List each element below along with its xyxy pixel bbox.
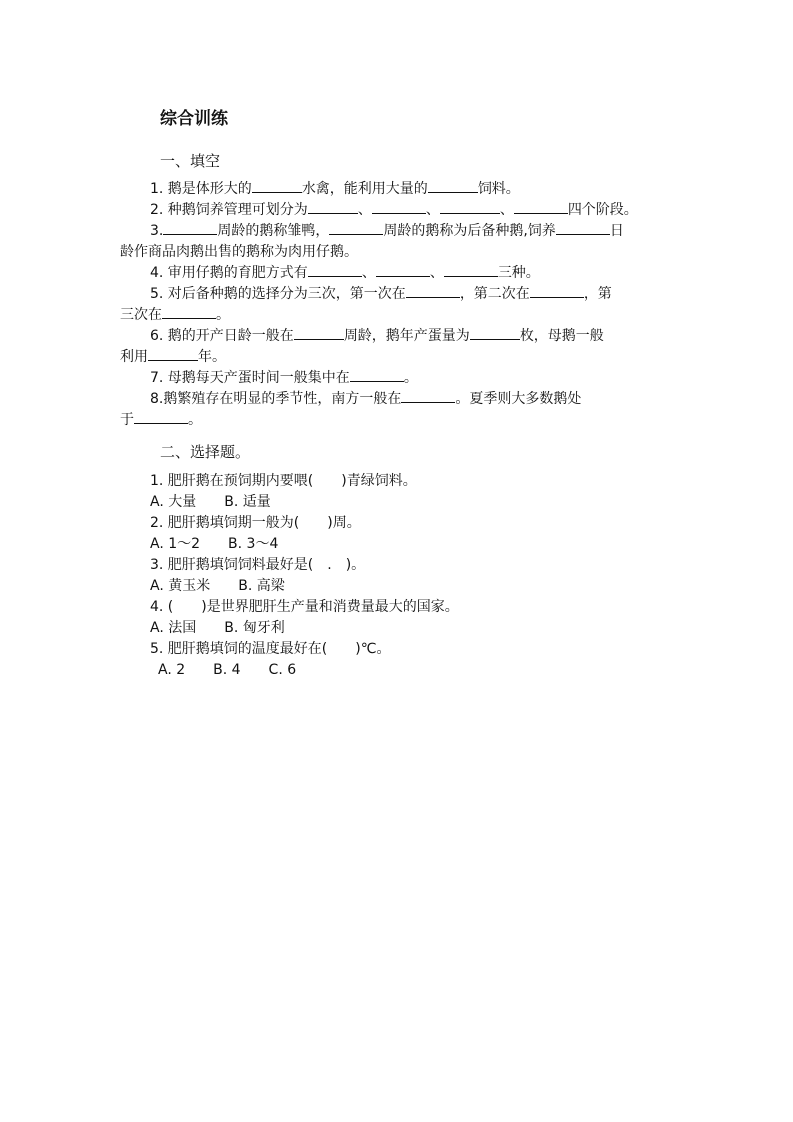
- answer-blank[interactable]: [401, 389, 455, 403]
- answer-blank[interactable]: [163, 221, 217, 235]
- fill-question-8: [150, 389, 581, 409]
- answer-blank[interactable]: [440, 200, 500, 214]
- q1-text-c: 饲料。: [477, 181, 520, 197]
- q5-text-b: ，第二次在: [459, 286, 530, 302]
- fill-question-3-line2: 龄作商品肉鹅出售的鹅称为肉用仔鹅。: [120, 244, 358, 260]
- q7-text-b: 。: [403, 370, 418, 386]
- answer-blank[interactable]: [376, 263, 430, 277]
- q5-text-c: ，第: [583, 286, 612, 302]
- answer-blank[interactable]: [252, 179, 302, 193]
- fill-question-5: [150, 284, 612, 304]
- separator: 、: [361, 265, 376, 281]
- q8-text-a: 8.鹅繁殖存在明显的季节性，南方一般在: [150, 391, 402, 407]
- answer-blank[interactable]: [134, 410, 188, 424]
- answer-blank[interactable]: [530, 284, 584, 298]
- fill-question-8-line2: [120, 410, 202, 430]
- q2-text-a: 2. 种鹅饲养管理可划分为: [150, 202, 308, 218]
- separator: 、: [429, 265, 444, 281]
- answer-blank[interactable]: [428, 179, 478, 193]
- q8-text-b: 。夏季则大多数鹅处: [455, 391, 582, 407]
- q6-text-a: 6. 鹅的开产日龄一般在: [150, 328, 294, 344]
- q7-text-a: 7. 母鹅每天产蛋时间一般集中在: [150, 370, 350, 386]
- separator: 、: [357, 202, 372, 218]
- choice-question-3: 3. 肥肝鹅填饲饲料最好是( . )。: [150, 557, 366, 573]
- answer-blank[interactable]: [329, 221, 383, 235]
- q5-line2-text: 三次在: [120, 307, 162, 323]
- answer-blank[interactable]: [556, 221, 610, 235]
- choice-options-2: A. 1～2 B. 3～4: [150, 536, 279, 552]
- choice-options-5: A. 2 B. 4 C. 6: [158, 662, 297, 678]
- fill-question-5-line2: [120, 305, 230, 325]
- answer-blank[interactable]: [372, 200, 426, 214]
- answer-blank[interactable]: [350, 368, 404, 382]
- answer-blank[interactable]: [514, 200, 568, 214]
- q5-text-a: 5. 对后备种鹅的选择分为三次，第一次在: [150, 286, 406, 302]
- answer-blank[interactable]: [308, 200, 358, 214]
- q1-text-b: 水禽，能利用大量的: [301, 181, 428, 197]
- fill-question-1: [150, 179, 520, 199]
- answer-blank[interactable]: [162, 305, 216, 319]
- q6-text-b: 周龄，鹅年产蛋量为: [343, 328, 470, 344]
- fill-question-2: [150, 200, 638, 220]
- q2-text-end: 四个阶段。: [567, 202, 638, 218]
- q6-text-c: 枚，母鹅一般: [519, 328, 604, 344]
- section-heading-multiple-choice: 二、选择题。: [160, 443, 251, 461]
- fill-question-7: [150, 368, 418, 388]
- answer-blank[interactable]: [148, 347, 198, 361]
- answer-blank[interactable]: [470, 326, 520, 340]
- choice-options-3: A. 黄玉米 B. 高梁: [150, 578, 285, 594]
- choice-question-1: 1. 肥肝鹅在预饲期内要喂( )青绿饲料。: [150, 473, 417, 489]
- q4-text-a: 4. 审用仔鹅的育肥方式有: [150, 265, 308, 281]
- separator: 、: [425, 202, 440, 218]
- separator: 、: [499, 202, 514, 218]
- q3-text-a: 3.: [150, 223, 164, 239]
- answer-blank[interactable]: [406, 284, 460, 298]
- q6-line2-end: 年。: [198, 349, 226, 365]
- answer-blank[interactable]: [444, 263, 498, 277]
- choice-question-4: 4. ( )是世界肥肝生产量和消费量最大的国家。: [150, 599, 459, 615]
- q5-line2-end: 。: [216, 307, 230, 323]
- q3-text-d: 日: [609, 223, 624, 239]
- q8-line2-end: 。: [188, 412, 202, 428]
- choice-options-4: A. 法国 B. 匈牙利: [150, 620, 285, 636]
- choice-question-2: 2. 肥肝鹅填饲期一般为( )周。: [150, 515, 361, 531]
- answer-blank[interactable]: [294, 326, 344, 340]
- q1-text-a: 1. 鹅是体形大的: [150, 181, 252, 197]
- fill-question-3: [150, 221, 624, 241]
- fill-question-6-line2: [120, 347, 226, 367]
- page-title: 综合训练: [160, 109, 228, 129]
- choice-options-1: A. 大量 B. 适量: [150, 494, 271, 510]
- section-heading-fill-blank: 一、填空: [160, 152, 221, 170]
- q3-text-b: 周龄的鹅称雏鸭，: [217, 223, 330, 239]
- q8-line2-text: 于: [120, 412, 134, 428]
- fill-question-4: [150, 263, 540, 283]
- q4-text-end: 三种。: [497, 265, 540, 281]
- fill-question-6: [150, 326, 604, 346]
- q3-text-c: 周龄的鹅称为后备种鹅,饲养: [383, 223, 556, 239]
- q6-line2-text: 利用: [120, 349, 148, 365]
- answer-blank[interactable]: [308, 263, 362, 277]
- choice-question-5: 5. 肥肝鹅填饲的温度最好在( )℃。: [150, 641, 391, 657]
